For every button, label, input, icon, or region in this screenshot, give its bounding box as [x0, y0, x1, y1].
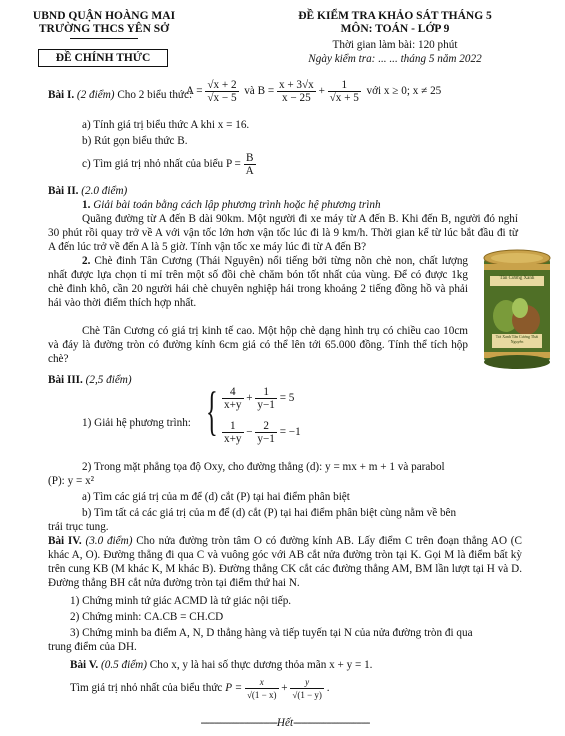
bai2-sub1-title: Giải bài toán bằng cách lập phương trình hoặc hệ phương trình: [93, 199, 381, 211]
bai5-n2: y: [290, 676, 324, 689]
bai5-d1: √(1 − x): [246, 690, 277, 700]
bai4-text: Cho nửa đường tròn tâm O có đường kính AB. Lấy điểm C trên đoạn thẳng AO (C khác A, O). Đường thẳng đi qua C và vuông góc với AB cắt nửa đường tròn tại K. Gọi M là điểm bất kỳ trên cung KB (M khác K, M khác B). Đường thẳng CK cắt các đường thẳng AM, BM lần lượt tại H và D. Đường thẳng BH cắt nửa đường tròn tại điểm thứ hai N.: [48, 535, 522, 589]
eq2-frac1: [222, 420, 244, 445]
bai1-header: [48, 88, 192, 102]
time-line: Thời gian làm bài: 120 phút: [332, 39, 458, 51]
B-label: B =: [257, 85, 275, 98]
bai2-para1: Quãng đường từ A đến B dài 90km. Một người đi xe máy từ A đến B. Khi đến B, người đó nghỉ 30 phút rồi quay trở về A với vận tốc lớn hơn vận tốc lúc đi là 9 km/h. Thời gian kể từ lúc bắt đầu đi từ A đến lúc trở về đến A là 5 giờ. Tính vận tốc xe máy lúc đi từ A đến B?: [48, 213, 518, 253]
B-num2: 1: [328, 79, 361, 92]
eq1-d1: x+y: [224, 399, 242, 411]
eq1-op: +: [246, 392, 253, 405]
A-den: √x − 5: [207, 92, 237, 104]
bai3-title: Bài III.: [48, 374, 83, 386]
bai3-q2-line2: (P): y = x²: [48, 475, 95, 487]
bai1-title: Bài I.: [48, 89, 75, 101]
bai2-title: Bài II.: [48, 185, 79, 197]
bai5-points: (0.5 điểm): [101, 659, 147, 671]
bai5-intro: Cho x, y là hai số thực dương thỏa mãn x + y = 1.: [149, 659, 373, 671]
eq2-n2: 2: [255, 420, 277, 433]
bai3-q2-line1: 2) Trong mặt phẳng tọa độ Oxy, cho đường thẳng (d): y = mx + m + 1 và parabol: [82, 461, 445, 473]
bai1-points: (2 điểm): [76, 89, 115, 101]
bai4-points: (3.0 điểm): [85, 535, 133, 547]
system-brace: {: [206, 381, 218, 441]
eq2-n1: 1: [222, 420, 244, 433]
bai3-a: a) Tìm các giá trị của m để (d) cắt (P) tại hai điểm phân biệt: [82, 491, 350, 503]
bai5-end: .: [326, 682, 330, 695]
bai5-n1: x: [245, 676, 279, 689]
eq2-op: −: [246, 426, 253, 439]
eq1-n2: 1: [255, 386, 277, 399]
and-text: và: [244, 85, 255, 98]
bai4-q1: 1) Chứng minh tứ giác ACMD là tứ giác nội tiếp.: [70, 595, 292, 607]
P-den: A: [245, 165, 254, 177]
bai2-para3: Chè Tân Cương có giá trị kinh tế cao. Một hộp chè dạng hình trụ có chiều cao 10cm và đáy là đường tròn có đường kính 6cm giá có thể lên tới 65.000 đồng. Tính thể tích hộp chè?: [48, 325, 468, 365]
bai5-frac1: [245, 676, 279, 701]
bai2-header: [48, 184, 127, 198]
B-fraction-1: [277, 79, 316, 104]
bai2-points: (2.0 điểm): [81, 185, 128, 197]
A-num: √x + 2: [207, 79, 237, 91]
B-den2: √x + 5: [329, 92, 359, 104]
eq2-d2: y−1: [257, 433, 275, 445]
eq1-rhs: = 5: [279, 392, 295, 405]
bai5-header: [70, 658, 372, 672]
bai3-header: [48, 373, 132, 387]
eq2-rhs: = −1: [279, 426, 301, 439]
bai1-a: a) Tính giá trị biểu thức A khi x = 16.: [82, 119, 250, 131]
eq2-frac2: [255, 420, 277, 445]
A-label: A =: [186, 85, 203, 98]
bai1-b: b) Rút gọn biểu thức B.: [82, 135, 188, 147]
end-mark: ----------------------------Hết----------------------------: [200, 717, 370, 729]
school-name: TRƯỜNG THCS YÊN SỞ: [38, 23, 170, 35]
bai5-formula: [70, 676, 330, 701]
bai1-intro: Cho 2 biểu thức:: [117, 89, 193, 101]
bai5-frac2: [290, 676, 324, 701]
bai3-q1: 1) Giải hệ phương trình:: [82, 417, 191, 429]
bai5-find: Tìm giá trị nhỏ nhất của biểu thức: [70, 682, 223, 695]
bai1-c: [82, 152, 256, 177]
date-line: Ngày kiểm tra: ... ... tháng 5 năm 2022: [308, 53, 482, 65]
bai4-para: [48, 534, 522, 590]
can-label-top: Tân Cương Xanh: [499, 276, 535, 281]
system-eq2: [222, 420, 301, 445]
exam-title: ĐỀ KIỂM TRA KHẢO SÁT THÁNG 5: [298, 10, 492, 22]
P-num: B: [244, 152, 256, 165]
bai5-d2: √(1 − y): [292, 690, 322, 700]
subject-line: MÔN: TOÁN - LỚP 9: [340, 23, 450, 35]
school-underline: [70, 38, 138, 39]
tea-can-image: [480, 248, 554, 372]
official-exam-box: ĐỀ CHÍNH THỨC: [38, 49, 168, 67]
eq1-d2: y−1: [257, 399, 275, 411]
P-fraction: [244, 152, 256, 177]
eq2-d1: x+y: [224, 433, 242, 445]
bai3-b-line2: trái trục tung.: [48, 521, 109, 533]
B-den1: x − 25: [282, 92, 311, 104]
bai2-para2: [48, 254, 468, 310]
eq1-n1: 4: [222, 386, 244, 399]
bai4-q2: 2) Chứng minh: CA.CB = CH.CD: [70, 611, 224, 623]
bai2-sub2-num: 2.: [82, 255, 91, 267]
eq1-frac1: [222, 386, 244, 411]
condition: với x ≥ 0; x ≠ 25: [366, 85, 442, 98]
bai5-title: Bài V.: [70, 659, 99, 671]
bai3-points: (2,5 điểm): [85, 374, 132, 386]
eq1-frac2: [255, 386, 277, 411]
plus-sign: +: [318, 85, 325, 98]
bai4-q3-line1: 3) Chứng minh ba điểm A, N, D thẳng hàng và tiếp tuyến tại N của nửa đường tròn đi qua: [70, 627, 473, 639]
bai2-sub1-num: 1.: [82, 199, 91, 211]
bai4-q3-line2: trung điểm của DH.: [48, 641, 137, 653]
bai1-c-text: c) Tìm giá trị nhỏ nhất của biểu P =: [82, 158, 241, 171]
system-eq1: [222, 386, 294, 411]
bai2-para2-text: Chè đinh Tân Cương (Thái Nguyên) nổi tiếng bởi từng nõn chè non, chất lượng nhất được lựa chọn tỉ mỉ trên một số đồi chè chăm bón tốt nhất của vùng. Để có được 1kg chè đinh khô, cần 20 người hái chè chuyên nghiệp hái trong khoảng 2 tiếng đồng hồ và phải hái vào thời điểm thích hợp nhất.: [48, 255, 469, 309]
bai1-formula: [186, 79, 441, 104]
bai4-title: Bài IV.: [48, 535, 82, 547]
bai5-op: +: [281, 682, 288, 695]
A-fraction: [205, 79, 238, 104]
bai3-b-line1: b) Tìm tất cả các giá trị của m để (d) cắt (P) tại hai điểm phân biệt cùng nằm về bên: [82, 507, 457, 519]
B-fraction-2: [328, 79, 361, 104]
can-label-bottom: Trà Xanh Tân Cương Thái Nguyên: [495, 334, 539, 344]
end-mark-text: Hết: [276, 717, 294, 729]
bai5-P: P =: [225, 682, 243, 695]
bai2-sub1: [82, 198, 381, 212]
B-num1: x + 3√x: [278, 79, 314, 91]
dept-name: UBND QUẬN HOÀNG MAI: [32, 10, 176, 22]
